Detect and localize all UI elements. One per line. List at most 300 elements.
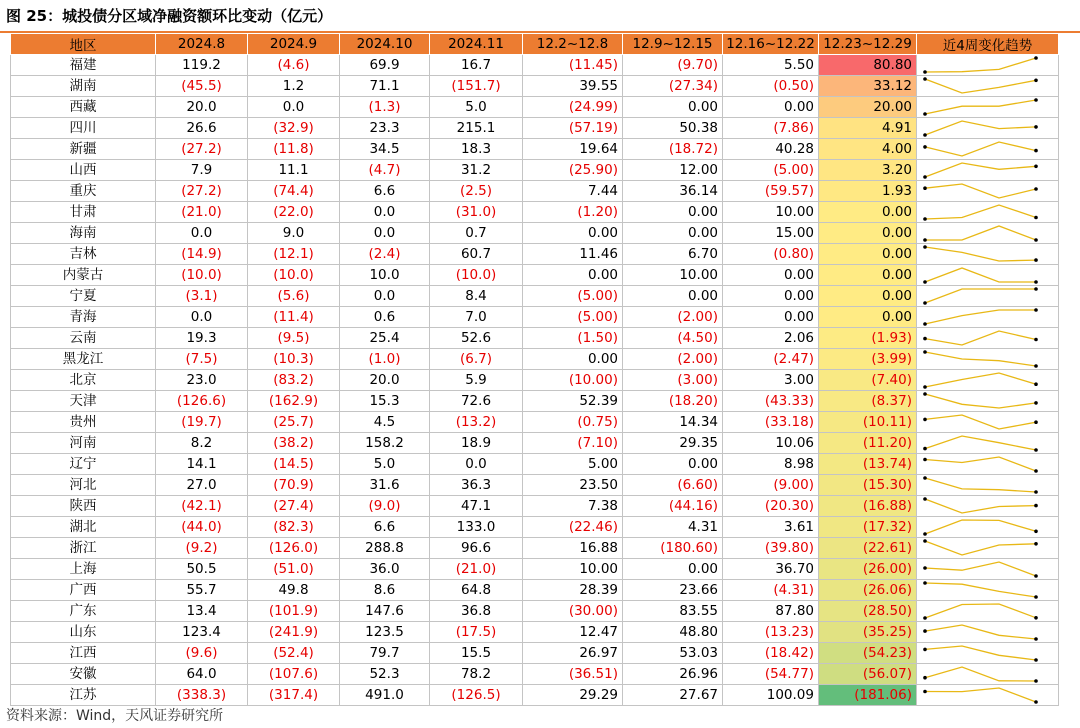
monthly-value-cell: 7.0: [430, 307, 523, 328]
monthly-value-cell: (27.2): [156, 181, 248, 202]
region-cell: 广西: [11, 580, 156, 601]
monthly-value-cell: 60.7: [430, 244, 523, 265]
region-cell: 四川: [11, 118, 156, 139]
monthly-value-cell: (9.5): [248, 328, 340, 349]
monthly-value-cell: (151.7): [430, 76, 523, 97]
trend-sparkline: [917, 391, 1059, 411]
weekly-value-cell: 12.00: [623, 160, 723, 181]
monthly-value-cell: 16.7: [430, 55, 523, 76]
monthly-value-cell: (11.4): [248, 307, 340, 328]
weekly-value-cell: 52.39: [523, 391, 623, 412]
trend-sparkline-cell: [917, 454, 1059, 475]
weekly-value-cell: (56.07): [819, 664, 917, 685]
weekly-value-cell: (181.06): [819, 685, 917, 706]
weekly-value-cell: 11.46: [523, 244, 623, 265]
monthly-value-cell: 78.2: [430, 664, 523, 685]
monthly-value-cell: 55.7: [156, 580, 248, 601]
sparkline-start-dot: [923, 322, 927, 326]
source-note: 资料来源：Wind，天风证券研究所: [6, 708, 224, 724]
sparkline-line: [925, 121, 1036, 135]
weekly-value-cell: 5.50: [723, 55, 819, 76]
weekly-value-cell: (15.30): [819, 475, 917, 496]
monthly-value-cell: (6.7): [430, 349, 523, 370]
table-row: [11, 349, 1059, 370]
sparkline-end-dot: [1034, 338, 1038, 342]
sparkline-line: [925, 58, 1036, 72]
weekly-value-cell: 10.06: [723, 433, 819, 454]
monthly-value-cell: (44.0): [156, 517, 248, 538]
monthly-value-cell: 34.5: [340, 139, 430, 160]
trend-sparkline: [917, 76, 1059, 96]
weekly-value-cell: 19.64: [523, 139, 623, 160]
trend-sparkline-cell: [917, 202, 1059, 223]
trend-sparkline-cell: [917, 118, 1059, 139]
weekly-value-cell: 10.00: [623, 265, 723, 286]
weekly-value-cell: 6.70: [623, 244, 723, 265]
weekly-value-cell: 0.00: [623, 97, 723, 118]
sparkline-end-dot: [1034, 149, 1038, 153]
trend-sparkline-cell: [917, 643, 1059, 664]
sparkline-line: [925, 289, 1036, 303]
weekly-value-cell: (0.50): [723, 76, 819, 97]
sparkline-line: [925, 436, 1036, 450]
weekly-value-cell: 0.00: [723, 97, 819, 118]
trend-sparkline-cell: [917, 76, 1059, 97]
monthly-value-cell: 8.4: [430, 286, 523, 307]
weekly-value-cell: 14.34: [623, 412, 723, 433]
weekly-value-cell: (35.25): [819, 622, 917, 643]
col-header-trend: 近4周变化趋势: [917, 34, 1059, 55]
region-cell: 湖北: [11, 517, 156, 538]
trend-sparkline: [917, 244, 1059, 264]
trend-sparkline-cell: [917, 601, 1059, 622]
monthly-value-cell: (14.5): [248, 454, 340, 475]
monthly-value-cell: 5.9: [430, 370, 523, 391]
sparkline-end-dot: [1034, 79, 1038, 83]
region-cell: 新疆: [11, 139, 156, 160]
weekly-value-cell: (9.70): [623, 55, 723, 76]
trend-sparkline: [917, 307, 1059, 327]
weekly-value-cell: (36.51): [523, 664, 623, 685]
monthly-value-cell: 36.0: [340, 559, 430, 580]
sparkline-start-dot: [923, 458, 927, 462]
monthly-value-cell: (7.5): [156, 349, 248, 370]
region-cell: 山东: [11, 622, 156, 643]
weekly-value-cell: (2.00): [623, 349, 723, 370]
trend-sparkline-cell: [917, 265, 1059, 286]
weekly-value-cell: (43.33): [723, 391, 819, 412]
weekly-value-cell: (54.77): [723, 664, 819, 685]
table-row: [11, 412, 1059, 433]
monthly-value-cell: 123.4: [156, 622, 248, 643]
monthly-value-cell: (3.1): [156, 286, 248, 307]
weekly-value-cell: (6.60): [623, 475, 723, 496]
monthly-value-cell: 23.3: [340, 118, 430, 139]
monthly-value-cell: (25.7): [248, 412, 340, 433]
sparkline-start-dot: [923, 77, 927, 81]
weekly-value-cell: (0.80): [723, 244, 819, 265]
monthly-value-cell: 47.1: [430, 496, 523, 517]
sparkline-line: [925, 310, 1036, 324]
region-cell: 上海: [11, 559, 156, 580]
trend-sparkline-cell: [917, 391, 1059, 412]
table-row: [11, 286, 1059, 307]
sparkline-start-dot: [923, 186, 927, 190]
trend-sparkline: [917, 580, 1059, 600]
region-cell: 辽宁: [11, 454, 156, 475]
weekly-value-cell: 0.00: [819, 286, 917, 307]
weekly-value-cell: 4.31: [623, 517, 723, 538]
sparkline-start-dot: [923, 690, 927, 694]
monthly-value-cell: (126.0): [248, 538, 340, 559]
sparkline-start-dot: [923, 497, 927, 501]
weekly-value-cell: (57.19): [523, 118, 623, 139]
weekly-value-cell: 0.00: [819, 202, 917, 223]
monthly-value-cell: 0.0: [340, 202, 430, 223]
weekly-value-cell: (20.30): [723, 496, 819, 517]
weekly-value-cell: (1.20): [523, 202, 623, 223]
monthly-value-cell: (17.5): [430, 622, 523, 643]
region-cell: 山西: [11, 160, 156, 181]
table-row: [11, 622, 1059, 643]
weekly-value-cell: 29.35: [623, 433, 723, 454]
table-row: [11, 475, 1059, 496]
table-row: [11, 202, 1059, 223]
weekly-value-cell: (8.37): [819, 391, 917, 412]
table-row: [11, 244, 1059, 265]
monthly-value-cell: 10.0: [340, 265, 430, 286]
weekly-value-cell: (30.00): [523, 601, 623, 622]
trend-sparkline: [917, 223, 1059, 243]
trend-sparkline-cell: [917, 97, 1059, 118]
sparkline-start-dot: [923, 532, 927, 536]
trend-sparkline: [917, 475, 1059, 495]
monthly-value-cell: (317.4): [248, 685, 340, 706]
sparkline-line: [925, 142, 1036, 156]
weekly-value-cell: (7.86): [723, 118, 819, 139]
sparkline-line: [925, 331, 1036, 345]
weekly-value-cell: 0.00: [723, 265, 819, 286]
weekly-value-cell: (18.20): [623, 391, 723, 412]
weekly-value-cell: 4.00: [819, 139, 917, 160]
sparkline-start-dot: [923, 629, 927, 633]
trend-sparkline-cell: [917, 328, 1059, 349]
trend-sparkline-cell: [917, 475, 1059, 496]
weekly-value-cell: 48.80: [623, 622, 723, 643]
monthly-value-cell: 1.2: [248, 76, 340, 97]
monthly-value-cell: 133.0: [430, 517, 523, 538]
trend-sparkline: [917, 643, 1059, 663]
weekly-value-cell: 3.61: [723, 517, 819, 538]
weekly-value-cell: 40.28: [723, 139, 819, 160]
monthly-value-cell: 49.8: [248, 580, 340, 601]
monthly-value-cell: 215.1: [430, 118, 523, 139]
monthly-value-cell: (32.9): [248, 118, 340, 139]
trend-sparkline-cell: [917, 181, 1059, 202]
monthly-value-cell: (9.6): [156, 643, 248, 664]
header-row: [11, 34, 1059, 55]
weekly-value-cell: (3.99): [819, 349, 917, 370]
sparkline-start-dot: [923, 280, 927, 284]
monthly-value-cell: (51.0): [248, 559, 340, 580]
trend-sparkline: [917, 496, 1059, 516]
sparkline-end-dot: [1034, 287, 1038, 291]
region-cell: 宁夏: [11, 286, 156, 307]
weekly-value-cell: (180.60): [623, 538, 723, 559]
monthly-value-cell: (70.9): [248, 475, 340, 496]
trend-sparkline: [917, 685, 1059, 705]
region-cell: 湖南: [11, 76, 156, 97]
region-cell: 江苏: [11, 685, 156, 706]
monthly-value-cell: (22.0): [248, 202, 340, 223]
sparkline-start-dot: [923, 447, 927, 451]
trend-sparkline-cell: [917, 244, 1059, 265]
monthly-value-cell: 71.1: [340, 76, 430, 97]
sparkline-start-dot: [923, 566, 927, 570]
sparkline-end-dot: [1034, 637, 1038, 641]
monthly-value-cell: (27.2): [156, 139, 248, 160]
monthly-value-cell: 6.6: [340, 181, 430, 202]
sparkline-start-dot: [923, 301, 927, 305]
sparkline-line: [925, 415, 1036, 429]
weekly-value-cell: (10.11): [819, 412, 917, 433]
monthly-value-cell: (1.0): [340, 349, 430, 370]
weekly-value-cell: (4.31): [723, 580, 819, 601]
monthly-value-cell: 31.6: [340, 475, 430, 496]
table-row: [11, 160, 1059, 181]
sparkline-end-dot: [1034, 420, 1038, 424]
weekly-value-cell: 3.20: [819, 160, 917, 181]
weekly-value-cell: 0.00: [819, 307, 917, 328]
sparkline-start-dot: [923, 350, 927, 354]
monthly-value-cell: 18.9: [430, 433, 523, 454]
table-row: [11, 433, 1059, 454]
monthly-value-cell: (10.0): [156, 265, 248, 286]
weekly-value-cell: (13.23): [723, 622, 819, 643]
monthly-value-cell: (241.9): [248, 622, 340, 643]
table-row: [11, 454, 1059, 475]
sparkline-line: [925, 520, 1036, 534]
weekly-value-cell: 0.00: [623, 559, 723, 580]
col-header-2024-8: 2024.8: [156, 34, 248, 55]
region-cell: 河北: [11, 475, 156, 496]
sparkline-end-dot: [1034, 530, 1038, 534]
weekly-value-cell: (54.23): [819, 643, 917, 664]
region-cell: 重庆: [11, 181, 156, 202]
sparkline-line: [925, 541, 1036, 555]
weekly-value-cell: (17.32): [819, 517, 917, 538]
trend-sparkline: [917, 370, 1059, 390]
weekly-value-cell: (39.80): [723, 538, 819, 559]
weekly-value-cell: (22.61): [819, 538, 917, 559]
monthly-value-cell: (19.7): [156, 412, 248, 433]
monthly-value-cell: (10.0): [430, 265, 523, 286]
monthly-value-cell: 15.3: [340, 391, 430, 412]
sparkline-start-dot: [923, 476, 927, 480]
monthly-value-cell: 20.0: [156, 97, 248, 118]
monthly-value-cell: 52.6: [430, 328, 523, 349]
monthly-value-cell: (338.3): [156, 685, 248, 706]
weekly-value-cell: 26.97: [523, 643, 623, 664]
weekly-value-cell: 0.00: [723, 286, 819, 307]
sparkline-line: [925, 79, 1036, 93]
monthly-value-cell: (1.3): [340, 97, 430, 118]
trend-sparkline-cell: [917, 580, 1059, 601]
trend-sparkline-cell: [917, 559, 1059, 580]
weekly-value-cell: 23.66: [623, 580, 723, 601]
trend-sparkline: [917, 286, 1059, 306]
monthly-value-cell: 0.0: [340, 223, 430, 244]
weekly-value-cell: 0.00: [623, 286, 723, 307]
monthly-value-cell: (126.6): [156, 391, 248, 412]
monthly-value-cell: (2.5): [430, 181, 523, 202]
monthly-value-cell: 147.6: [340, 601, 430, 622]
trend-sparkline-cell: [917, 517, 1059, 538]
sparkline-start-dot: [923, 616, 927, 620]
weekly-value-cell: 7.44: [523, 181, 623, 202]
weekly-value-cell: 0.00: [523, 349, 623, 370]
region-cell: 浙江: [11, 538, 156, 559]
monthly-value-cell: 4.5: [340, 412, 430, 433]
weekly-value-cell: 36.14: [623, 181, 723, 202]
sparkline-end-dot: [1034, 700, 1038, 704]
weekly-value-cell: 80.80: [819, 55, 917, 76]
weekly-value-cell: 3.00: [723, 370, 819, 391]
sparkline-end-dot: [1034, 595, 1038, 599]
weekly-value-cell: 1.93: [819, 181, 917, 202]
sparkline-line: [925, 226, 1036, 240]
region-cell: 陕西: [11, 496, 156, 517]
weekly-value-cell: 27.67: [623, 685, 723, 706]
weekly-value-cell: (27.34): [623, 76, 723, 97]
region-cell: 福建: [11, 55, 156, 76]
table-row: [11, 496, 1059, 517]
weekly-value-cell: (25.90): [523, 160, 623, 181]
monthly-value-cell: 19.3: [156, 328, 248, 349]
monthly-value-cell: 123.5: [340, 622, 430, 643]
sparkline-line: [925, 394, 1036, 408]
table-row: [11, 559, 1059, 580]
sparkline-end-dot: [1034, 574, 1038, 578]
sparkline-line: [925, 667, 1036, 681]
trend-sparkline: [917, 97, 1059, 117]
region-cell: 西藏: [11, 97, 156, 118]
weekly-value-cell: 0.00: [723, 307, 819, 328]
region-cell: 河南: [11, 433, 156, 454]
monthly-value-cell: (4.7): [340, 160, 430, 181]
sparkline-line: [925, 562, 1036, 576]
trend-sparkline-cell: [917, 622, 1059, 643]
sparkline-end-dot: [1034, 56, 1038, 60]
region-cell: 江西: [11, 643, 156, 664]
weekly-value-cell: (5.00): [723, 160, 819, 181]
trend-sparkline-cell: [917, 223, 1059, 244]
sparkline-end-dot: [1034, 364, 1038, 368]
sparkline-end-dot: [1034, 280, 1038, 284]
region-cell: 黑龙江: [11, 349, 156, 370]
trend-sparkline: [917, 622, 1059, 642]
table-row: [11, 97, 1059, 118]
sparkline-start-dot: [923, 676, 927, 680]
weekly-value-cell: (1.50): [523, 328, 623, 349]
col-header-2024-11: 2024.11: [430, 34, 523, 55]
sparkline-end-dot: [1034, 542, 1038, 546]
weekly-value-cell: 0.00: [523, 265, 623, 286]
sparkline-line: [925, 205, 1036, 219]
weekly-value-cell: (1.93): [819, 328, 917, 349]
sparkline-end-dot: [1034, 125, 1038, 129]
trend-sparkline-cell: [917, 286, 1059, 307]
trend-sparkline: [917, 202, 1059, 222]
monthly-value-cell: 7.9: [156, 160, 248, 181]
weekly-value-cell: 29.29: [523, 685, 623, 706]
weekly-value-cell: (22.46): [523, 517, 623, 538]
monthly-value-cell: 50.5: [156, 559, 248, 580]
table-row: [11, 685, 1059, 706]
sparkline-start-dot: [923, 133, 927, 137]
col-header-2024-9: 2024.9: [248, 34, 340, 55]
table-row: [11, 118, 1059, 139]
monthly-value-cell: 96.6: [430, 538, 523, 559]
weekly-value-cell: 39.55: [523, 76, 623, 97]
monthly-value-cell: (5.6): [248, 286, 340, 307]
sparkline-end-dot: [1034, 258, 1038, 262]
sparkline-end-dot: [1034, 679, 1038, 683]
monthly-value-cell: 5.0: [340, 454, 430, 475]
weekly-value-cell: 15.00: [723, 223, 819, 244]
monthly-value-cell: 36.3: [430, 475, 523, 496]
weekly-value-cell: 0.00: [623, 223, 723, 244]
sparkline-line: [925, 499, 1036, 513]
table-row: [11, 391, 1059, 412]
sparkline-line: [925, 352, 1036, 366]
weekly-value-cell: 87.80: [723, 601, 819, 622]
monthly-value-cell: 0.0: [156, 223, 248, 244]
weekly-value-cell: 10.00: [523, 559, 623, 580]
sparkline-line: [925, 646, 1036, 660]
region-cell: 天津: [11, 391, 156, 412]
trend-sparkline-cell: [917, 685, 1059, 706]
monthly-value-cell: 31.2: [430, 160, 523, 181]
weekly-value-cell: 26.96: [623, 664, 723, 685]
sparkline-start-dot: [923, 145, 927, 149]
table-row: [11, 223, 1059, 244]
table-row: [11, 601, 1059, 622]
sparkline-end-dot: [1034, 98, 1038, 102]
monthly-value-cell: 72.6: [430, 391, 523, 412]
monthly-value-cell: (27.4): [248, 496, 340, 517]
sparkline-end-dot: [1034, 165, 1038, 169]
trend-sparkline-cell: [917, 139, 1059, 160]
trend-sparkline: [917, 349, 1059, 369]
trend-sparkline: [917, 160, 1059, 180]
weekly-value-cell: 0.00: [623, 454, 723, 475]
figure-title: 图 25：城投债分区域净融资额环比变动（亿元）: [6, 7, 333, 25]
weekly-value-cell: (24.99): [523, 97, 623, 118]
sparkline-end-dot: [1034, 469, 1038, 473]
weekly-value-cell: (4.50): [623, 328, 723, 349]
sparkline-start-dot: [923, 539, 927, 543]
monthly-value-cell: (83.2): [248, 370, 340, 391]
weekly-value-cell: 7.38: [523, 496, 623, 517]
sparkline-end-dot: [1034, 616, 1038, 620]
trend-sparkline: [917, 328, 1059, 348]
region-cell: 广东: [11, 601, 156, 622]
sparkline-end-dot: [1034, 448, 1038, 452]
trend-sparkline: [917, 412, 1059, 432]
sparkline-start-dot: [923, 245, 927, 249]
table-row: [11, 265, 1059, 286]
